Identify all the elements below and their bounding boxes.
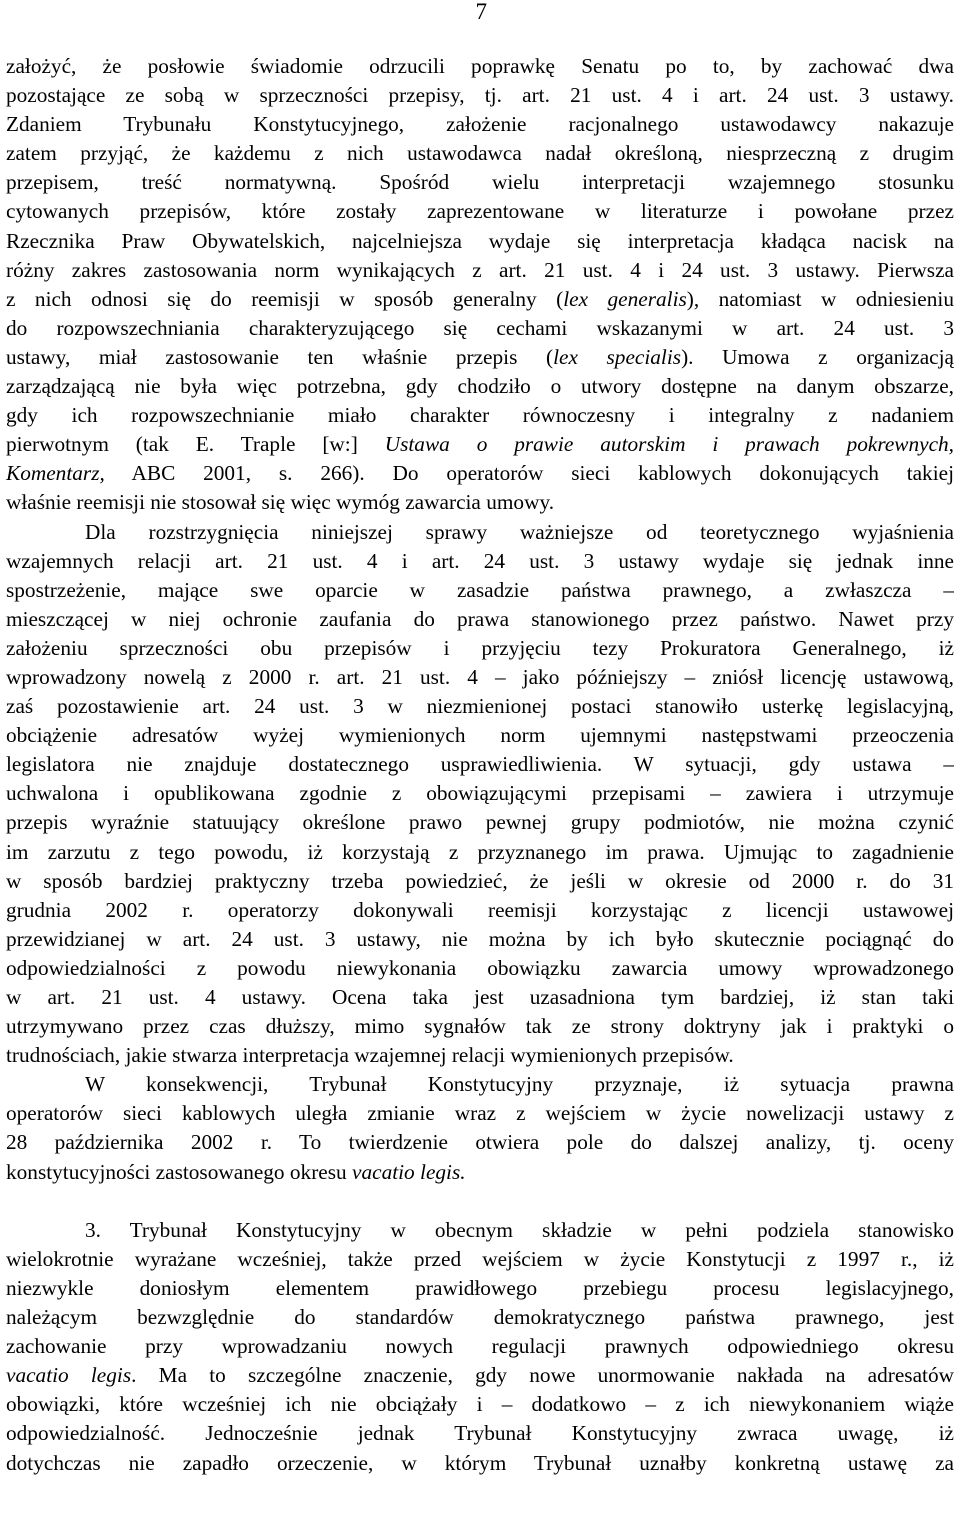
text-line: 3. Trybunał Konstytucyjny w obecnym składzie w pełni podziela stanowisko [85,1217,954,1242]
text-line: utrzymywano przez czas dłuższy, mimo sygnałów tak ze strony doktryny jak i praktyki o [6,1014,954,1039]
paragraph [6,518,954,1071]
text-line: im zarzutu z tego powodu, iż korzystają z przyznanego im prawa. Ujmując to zagadnienie [6,839,954,864]
text-line [6,285,954,314]
text-line: w sposób bardziej praktyczny trzeba powiedzieć, że jeśli w okresie od 2000 r. do 31 [6,868,954,893]
text-line: Rzecznika Praw Obywatelskich, najcelniejsza wydaje się interpretacja kładąca nacisk na [6,228,954,253]
italic-text: Komentarz, [6,461,105,486]
text-line [6,430,954,459]
paragraph [6,52,954,518]
text-line: trudnościach, jakie stwarza interpretacja wzajemnej relacji wymienionych przepisów. [6,1043,734,1068]
text-run: ). Umowa z organizacją [681,344,954,369]
text-run: ABC 2001, s. 266). Do operatorów sieci kablowych dokonujących takiej [104,461,954,486]
text-line: Zdaniem Trybunału Konstytucyjnego, założenie racjonalnego ustawodawcy nakazuje [6,112,954,137]
text-line: odpowiedzialność. Jednocześnie jednak Trybunał Konstytucyjny zwraca uwagę, iż [6,1421,954,1446]
text-line: wprowadzony nowelą z 2000 r. art. 21 ust. 4 – jako późniejszy – zniósł licencję ustawową, [6,664,954,689]
italic-text: Ustawa o prawie autorskim i prawach pokrewnych, [384,432,954,457]
text-run: konstytucyjności zastosowanego okresu [6,1159,353,1184]
italic-text: vacatio legis. [352,1159,466,1184]
text-line: zarządzającą nie była więc potrzebna, gdy chodziło o utwory dostępne na danym obszarze, [6,374,954,399]
text-line: w art. 21 ust. 4 ustawy. Ocena taka jest uzasadniona tym bardziej, iż stan taki [6,985,954,1009]
italic-text: lex specialis [553,344,682,369]
text-run: z nich odnosi się do reemisji w sposób generalny ( [6,286,564,311]
document-body [6,52,954,1478]
text-line: cytowanych przepisów, które zostały zaprezentowane w literaturze i powołane przez [6,199,954,224]
text-line: założyć, że posłowie świadomie odrzucili poprawkę Senatu po to, by zachować dwa [6,54,954,78]
text-line: dotychczas nie zapadło orzeczenie, w którym Trybunał uznałby konkretną ustawę za [6,1450,954,1475]
text-line: odpowiedzialności z powodu niewykonania obowiązku zawarcia umowy wprowadzonego [6,955,954,980]
text-line [6,343,954,372]
text-run: . Ma to szczególne znaczenie, gdy nowe unormowanie nakłada na adresatów [131,1363,954,1388]
text-line: uchwalona i opublikowana zgodnie z obowiązującymi przepisami – zawiera i utrzymuje [6,781,954,806]
text-line: wielokrotnie wyrażane wcześniej, także przed wejściem w życie Konstytucji z 1997 r., iż [6,1246,954,1271]
text-line: różny zakres zastosowania norm wynikających z art. 21 ust. 4 i 24 ust. 3 ustawy. Pierwsza [6,257,954,282]
text-line: przepisem, treść normatywną. Spośród wielu interpretacji wzajemnego stosunku [6,170,954,195]
text-line: Dla rozstrzygnięcia niniejszej sprawy ważniejsze od teoretycznego wyjaśnienia [85,519,954,544]
text-line [6,1158,954,1187]
text-run: ustawy, miał zastosowanie ten właśnie przepis ( [6,344,554,369]
text-line: spostrzeżenie, mające swe oparcie w zasadzie państwa prawnego, a zwłaszcza – [6,577,954,602]
text-line: do rozpowszechniania charakteryzującego się cechami wskazanymi w art. 24 ust. 3 [6,315,954,340]
text-line: przewidzianej w art. 24 ust. 3 ustawy, nie można by ich było skutecznie pociągnąć do [6,926,954,951]
paragraph [6,1070,954,1186]
text-line: wzajemnych relacji art. 21 ust. 4 i art. 24 ust. 3 ustawy wydaje się jednak inne [6,548,954,573]
text-line: grudnia 2002 r. operatorzy dokonywali reemisji korzystając z licencji ustawowej [6,897,954,922]
text-line [6,1361,954,1390]
italic-text: vacatio legis [6,1363,132,1388]
text-line: operatorów sieci kablowych uległa zmianie wraz z wejściem w życie nowelizacji ustawy z [6,1101,954,1126]
text-line: zaś pozostawienie art. 24 ust. 3 w niezmienionej postaci stanowiło usterkę legislacyjną, [6,694,954,719]
text-line: W konsekwencji, Trybunał Konstytucyjny przyznaje, iż sytuacja prawna [85,1072,954,1097]
text-line: 28 października 2002 r. To twierdzenie otwiera pole do dalszej analizy, tj. oceny [6,1130,954,1155]
text-line: właśnie reemisji nie stosował się więc wymóg zawarcia umowy. [6,490,555,515]
text-line: mieszczącej w niej ochronie zaufania do prawa stanowionego przez państwo. Nawet przy [6,606,954,631]
text-run: pierwotnym (tak E. Traple [w:] [6,432,385,457]
text-line: legislatora nie znajduje dostatecznego usprawiedliwienia. W sytuacji, gdy ustawa – [6,752,954,777]
text-line: obowiązki, które wcześniej ich nie obciążały i – dodatkowo – z ich niewykonaniem wiąże [6,1392,954,1417]
text-line: zatem przyjąć, że każdemu z nich ustawodawca nadał określoną, niesprzeczną z drugim [6,141,954,166]
text-line: należącym bezwzględnie do standardów demokratycznego państwa prawnego, jest [6,1305,954,1330]
page-number: 7 [475,0,487,24]
text-line: zachowanie przy wprowadzaniu nowych regulacji prawnych odpowiedniego okresu [6,1334,954,1359]
italic-text: lex generalis [563,286,687,311]
text-line: pozostające ze sobą w sprzeczności przepisy, tj. art. 21 ust. 4 i art. 24 ust. 3 ustawy. [6,83,954,108]
text-line: założeniu sprzeczności obu przepisów i przyjęciu tezy Prokuratora Generalnego, iż [6,635,954,660]
text-run: ), natomiast w odniesieniu [686,286,954,311]
paragraph-gap [6,1187,954,1216]
paragraph [6,1216,954,1478]
text-line: przepis wyraźnie statuujący określone prawo pewnej grupy podmiotów, nie można czynić [6,810,954,835]
text-line: obciążenie adresatów wyżej wymienionych norm ujemnymi następstwami przeoczenia [6,723,954,748]
text-line: niezwykle doniosłym elementem prawidłowego przebiegu procesu legislacyjnego, [6,1275,954,1300]
text-line [6,459,954,488]
text-line: gdy ich rozpowszechnianie miało charakter równoczesny i integralny z nadaniem [6,403,954,428]
